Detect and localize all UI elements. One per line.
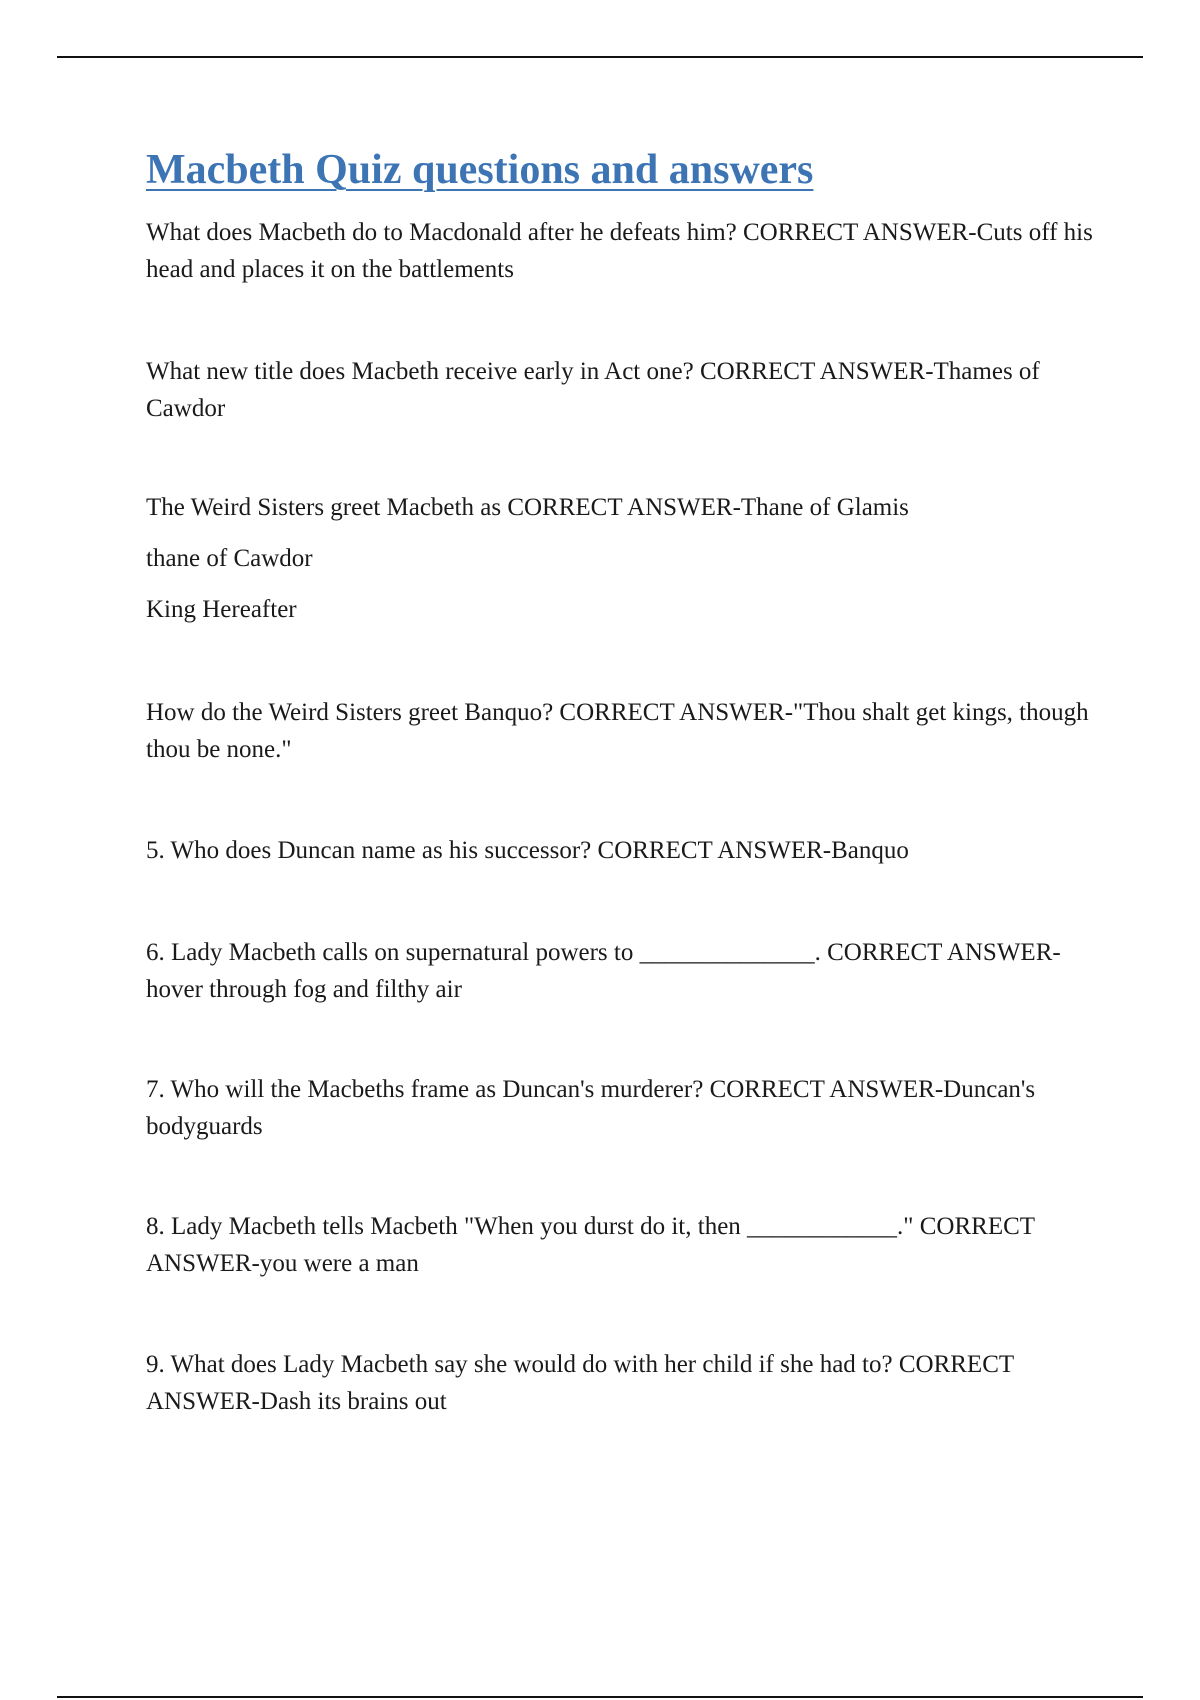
question-text: 6. Lady Macbeth calls on supernatural powers to ______________. — [146, 939, 828, 966]
question-text: 7. Who will the Macbeths frame as Duncan's murderer? — [146, 1076, 710, 1103]
answer-label: CORRECT ANSWER- — [507, 494, 741, 521]
answer-line: thane of Cawdor — [146, 545, 313, 572]
qa-item-2 — [146, 353, 1096, 427]
header-rule — [57, 56, 1143, 58]
page-title: Macbeth Quiz questions and answers — [146, 147, 814, 193]
answer-label: CORRECT ANSWER- — [709, 1076, 944, 1103]
question-text: 8. Lady Macbeth tells Macbeth "When you durst do it, then ____________." — [146, 1213, 920, 1240]
qa-item-3 — [146, 489, 1096, 628]
answer-text: Duncan's bodyguards — [146, 1076, 1036, 1140]
answer-label: CORRECT ANSWER- — [146, 1213, 1035, 1277]
question-text: What does Macbeth do to Macdonald after he defeats him? — [146, 219, 743, 246]
answer-line: King Hereafter — [146, 596, 297, 623]
qa-item-7 — [146, 1071, 1096, 1145]
answer-label: CORRECT ANSWER- — [827, 939, 1061, 966]
question-text: What new title does Macbeth receive early in Act one? — [146, 358, 700, 385]
question-text: How do the Weird Sisters greet Banquo? — [146, 699, 560, 726]
qa-item-6 — [146, 934, 1096, 1008]
answer-text: Banquo — [831, 837, 909, 864]
footer-rule — [57, 1696, 1143, 1698]
qa-line — [146, 489, 1096, 526]
qa-item-8 — [146, 1208, 1096, 1282]
answer-text: "Thou shalt get kings, though thou be none." — [146, 699, 1089, 763]
qa-item-4 — [146, 694, 1096, 768]
answer-text: Dash its brains out — [259, 1388, 447, 1415]
answer-text: Cuts off his head and places it on the battlements — [146, 219, 1093, 283]
answer-label: CORRECT ANSWER- — [699, 358, 934, 385]
answer-text: you were a man — [259, 1250, 419, 1277]
answer-text: hover through fog and filthy air — [146, 976, 462, 1003]
answer-label: CORRECT ANSWER- — [146, 1351, 1014, 1415]
answer-text: Thames of Cawdor — [146, 358, 1040, 422]
qa-item-5 — [146, 832, 1096, 869]
qa-item-1 — [146, 214, 1096, 288]
answer-label: CORRECT ANSWER- — [597, 837, 832, 864]
answer-label: CORRECT ANSWER- — [743, 219, 977, 246]
answer-label: CORRECT ANSWER- — [559, 699, 794, 726]
question-text: 9. What does Lady Macbeth say she would do with her child if she had to? — [146, 1351, 899, 1378]
qa-item-9 — [146, 1346, 1096, 1420]
question-text: The Weird Sisters greet Macbeth as — [146, 494, 508, 521]
answer-text: Thane of Glamis — [740, 494, 909, 521]
question-text: 5. Who does Duncan name as his successor? — [146, 837, 598, 864]
